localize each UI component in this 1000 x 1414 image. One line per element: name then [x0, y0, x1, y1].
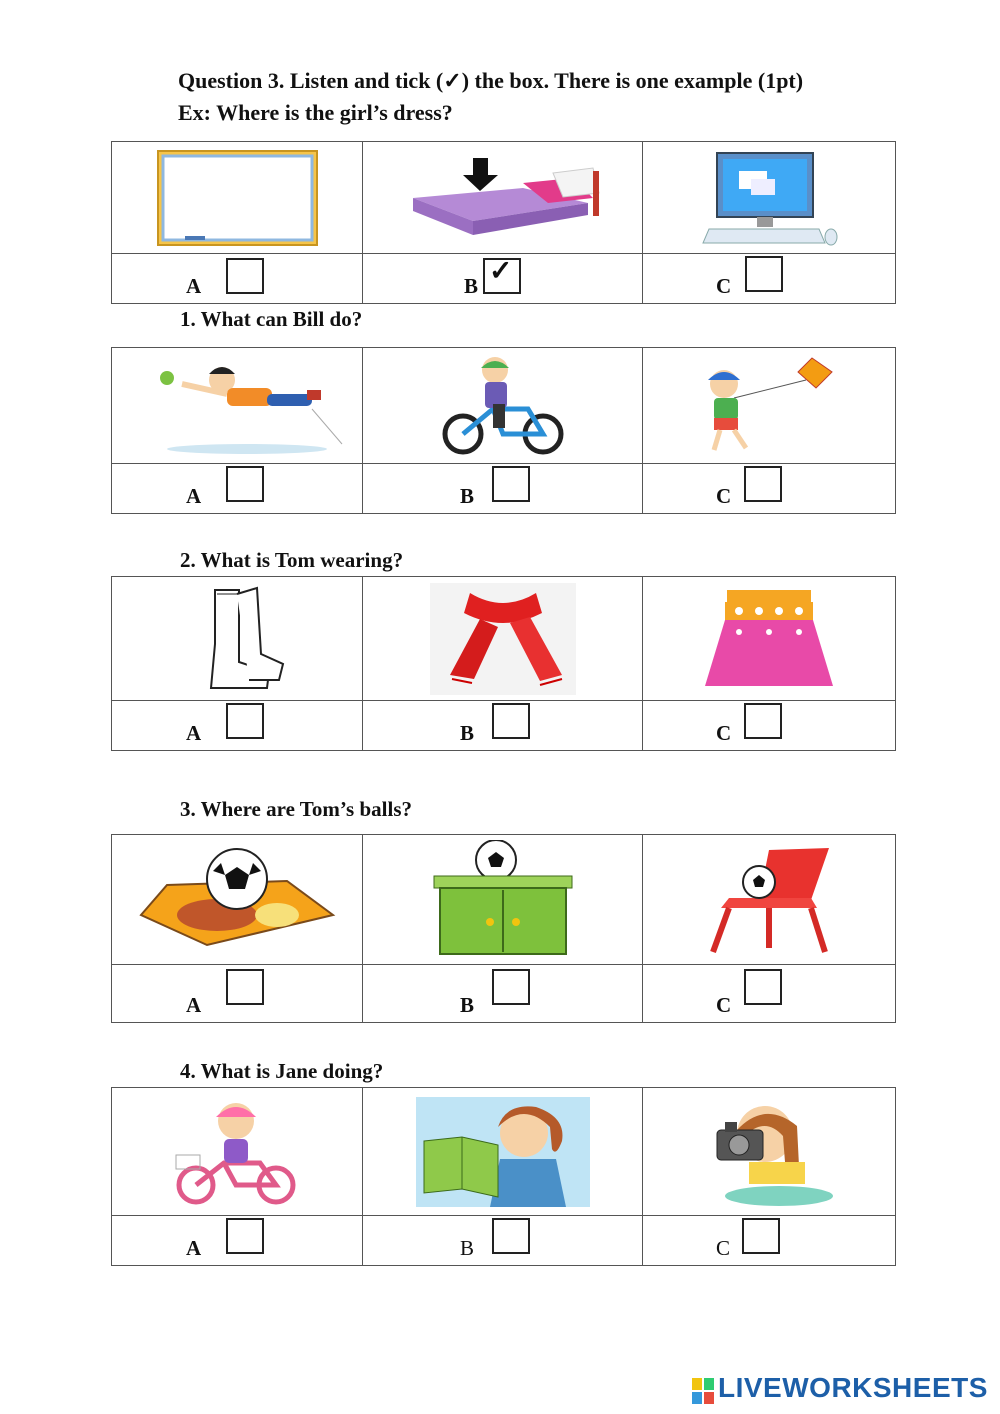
tick-box[interactable]: [226, 969, 264, 1005]
option-label: B: [460, 484, 475, 508]
tick-box[interactable]: [742, 1218, 780, 1254]
option-label: A: [186, 1236, 202, 1260]
option-label: C: [716, 993, 732, 1017]
option-label: A: [186, 274, 202, 298]
boy-catching-ball-picture: [112, 348, 363, 464]
option-label: C: [716, 1236, 731, 1260]
question-2-title: 2. What is Tom wearing?: [180, 548, 404, 572]
computer-picture: [643, 142, 896, 254]
tick-box[interactable]: [226, 1218, 264, 1254]
tick-box[interactable]: [745, 256, 783, 292]
scarf-picture: [363, 577, 643, 701]
example-option-c: [643, 254, 896, 304]
question-2-table: [111, 576, 896, 751]
question-3-table: [111, 834, 896, 1023]
option-label: A: [186, 721, 202, 745]
tick-box[interactable]: [744, 703, 782, 739]
option-label: A: [186, 484, 202, 508]
ball-on-chair-picture: [643, 835, 896, 965]
option-label: C: [716, 721, 732, 745]
tick-box-checked[interactable]: [483, 258, 521, 294]
example-option-a: [112, 254, 363, 304]
bed-picture: [363, 142, 643, 254]
boots-picture: [112, 577, 363, 701]
liveworksheets-logo-icon: [692, 1378, 714, 1404]
question-heading: Question 3. Listen and tick (✓) the box. There is one example (1pt): [178, 68, 804, 93]
tick-box[interactable]: [226, 703, 264, 739]
option-label: B: [460, 721, 475, 745]
tick-box[interactable]: [744, 466, 782, 502]
girl-riding-bike-picture: [112, 1088, 363, 1216]
boy-riding-bike-picture: [363, 348, 643, 464]
tick-box[interactable]: [744, 969, 782, 1005]
option-label: B: [464, 274, 479, 298]
question-1-table: [111, 347, 896, 514]
ball-on-cupboard-picture: [363, 835, 643, 965]
option-label: B: [460, 1236, 475, 1260]
option-label: C: [716, 484, 732, 508]
option-label: C: [716, 274, 732, 298]
example-question: Ex: Where is the girl’s dress?: [178, 100, 453, 125]
tick-box[interactable]: [226, 258, 264, 294]
ball-on-rug-picture: [112, 835, 363, 965]
question-3-title: 3. Where are Tom’s balls?: [180, 797, 412, 821]
boy-flying-kite-picture: [643, 348, 896, 464]
option-label: A: [186, 993, 202, 1017]
tick-box[interactable]: [492, 1218, 530, 1254]
question-4-title: 4. What is Jane doing?: [180, 1059, 384, 1083]
question-4-table: [111, 1087, 896, 1266]
tick-box[interactable]: [492, 969, 530, 1005]
tick-box[interactable]: [492, 466, 530, 502]
option-label: B: [460, 993, 475, 1017]
tick-box[interactable]: [226, 466, 264, 502]
question-1-title: 1. What can Bill do?: [180, 307, 363, 331]
girl-reading-book-picture: [363, 1088, 643, 1216]
example-option-b: [363, 254, 643, 304]
girl-taking-photo-picture: [643, 1088, 896, 1216]
liveworksheets-brand: LIVEWORKSHEETS: [718, 1372, 988, 1403]
whiteboard-picture: [112, 142, 363, 254]
check-icon: ✓: [489, 256, 513, 287]
skirt-picture: [643, 577, 896, 701]
example-table: [111, 141, 896, 304]
tick-box[interactable]: [492, 703, 530, 739]
